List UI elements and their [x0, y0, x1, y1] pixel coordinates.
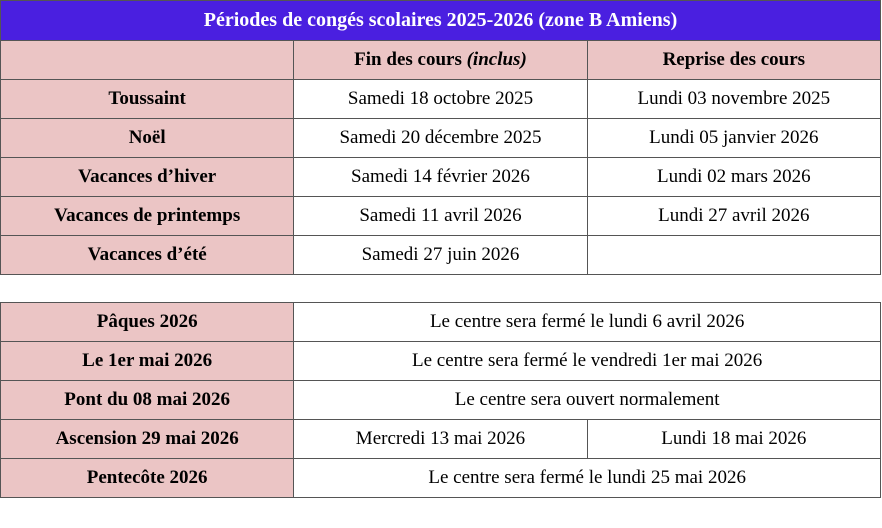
holiday-resume: Lundi 18 mai 2026	[587, 420, 880, 459]
table-row	[1, 303, 881, 342]
header-end-label: Fin des cours	[354, 49, 467, 70]
table-row	[1, 342, 881, 381]
table-header-row	[1, 41, 881, 80]
table-row	[1, 381, 881, 420]
table-row	[1, 119, 881, 158]
holiday-name: Pâques 2026	[1, 303, 294, 342]
holiday-info: Le centre sera ouvert normalement	[294, 381, 881, 420]
vacation-end: Samedi 18 octobre 2025	[294, 80, 587, 119]
vacation-name: Vacances d’hiver	[1, 158, 294, 197]
header-end-note: (inclus)	[466, 49, 527, 70]
header-resume: Reprise des cours	[587, 41, 880, 80]
holiday-end: Mercredi 13 mai 2026	[294, 420, 587, 459]
table-row	[1, 80, 881, 119]
table-row	[1, 197, 881, 236]
vacation-resume	[587, 236, 880, 275]
vacation-end: Samedi 11 avril 2026	[294, 197, 587, 236]
vacation-name: Vacances de printemps	[1, 197, 294, 236]
holiday-info: Le centre sera fermé le vendredi 1er mai 2026	[294, 342, 881, 381]
page-title: Périodes de congés scolaires 2025-2026 (zone B Amiens)	[1, 1, 881, 41]
holiday-name: Ascension 29 mai 2026	[1, 420, 294, 459]
vacation-resume: Lundi 27 avril 2026	[587, 197, 880, 236]
holiday-info: Le centre sera fermé le lundi 6 avril 2026	[294, 303, 881, 342]
vacation-name: Toussaint	[1, 80, 294, 119]
vacation-end: Samedi 14 février 2026	[294, 158, 587, 197]
header-empty	[1, 41, 294, 80]
vacation-name: Vacances d’été	[1, 236, 294, 275]
vacation-end: Samedi 27 juin 2026	[294, 236, 587, 275]
holiday-name: Pentecôte 2026	[1, 459, 294, 498]
table-row	[1, 420, 881, 459]
holiday-table	[0, 302, 881, 498]
vacation-resume: Lundi 02 mars 2026	[587, 158, 880, 197]
vacation-name: Noël	[1, 119, 294, 158]
table-row	[1, 236, 881, 275]
holiday-info: Le centre sera fermé le lundi 25 mai 2026	[294, 459, 881, 498]
holiday-name: Pont du 08 mai 2026	[1, 381, 294, 420]
vacation-end: Samedi 20 décembre 2025	[294, 119, 587, 158]
vacation-resume: Lundi 03 novembre 2025	[587, 80, 880, 119]
holiday-name: Le 1er mai 2026	[1, 342, 294, 381]
table-row	[1, 459, 881, 498]
table-row	[1, 158, 881, 197]
vacation-resume: Lundi 05 janvier 2026	[587, 119, 880, 158]
header-end-of-classes	[294, 41, 587, 80]
table-title-row	[1, 1, 881, 41]
